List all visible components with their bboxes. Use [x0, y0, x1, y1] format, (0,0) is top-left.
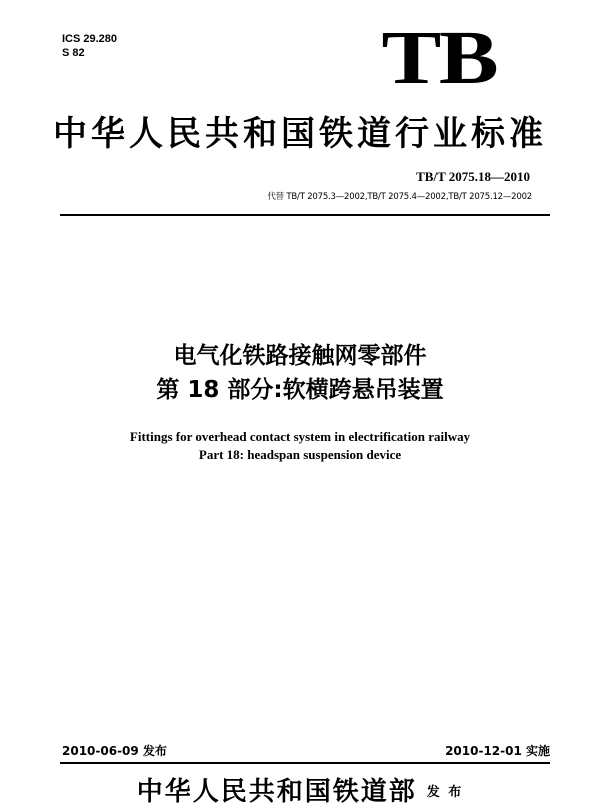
title-zh-line1: 电气化铁路接触网零部件 — [173, 343, 427, 369]
title-en-line2: Part 18: headspan suspension device — [198, 447, 402, 462]
issuer-name: 中华人民共和国铁道部 — [136, 777, 417, 807]
ccs-code: S 82 — [62, 47, 85, 59]
issue-date: 2010-06-09 发布 — [62, 744, 167, 758]
header-divider — [60, 214, 550, 216]
ics-code: ICS 29.280 — [62, 33, 118, 45]
footer-divider — [60, 762, 550, 764]
tb-logo: TB — [381, 16, 496, 100]
issuer — [60, 775, 540, 810]
title-zh-line2: 第 18 部分:软横跨悬吊装置 — [156, 377, 444, 403]
title-en-line1: Fittings for overhead contact system in electrification railway — [129, 429, 471, 444]
replaces-note: 代替 TB/T 2075.3—2002,TB/T 2075.4—2002,TB/T 2075.12—2002 — [267, 192, 532, 202]
standard-category-title: 中华人民共和国铁道行业标准 — [53, 114, 547, 154]
implementation-date: 2010-12-01 实施 — [445, 744, 550, 758]
issuer-action: 发 布 — [426, 785, 464, 800]
classification-codes — [62, 32, 117, 60]
standard-number: TB/T 2075.18—2010 — [416, 169, 530, 184]
